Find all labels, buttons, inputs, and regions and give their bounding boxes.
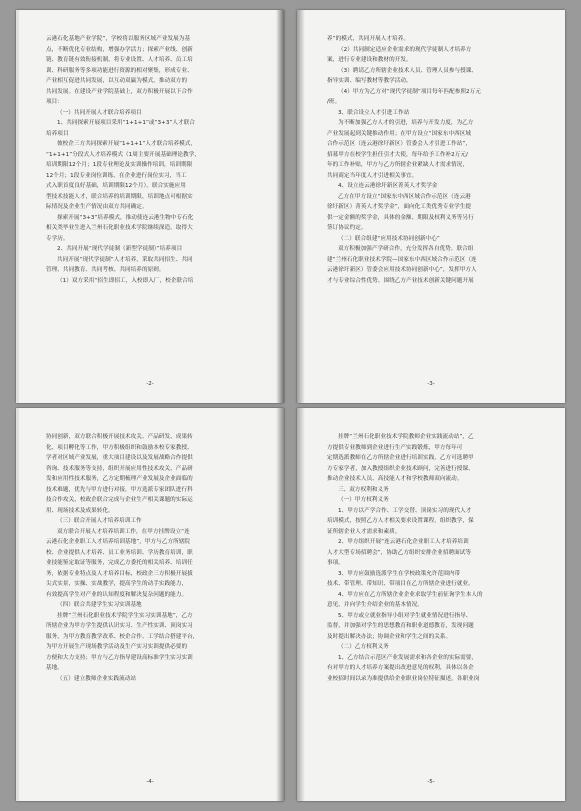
text-line: 为甲方开展生产现场教学活动及生产实习实训提供必要的 (46, 644, 188, 650)
document-page-4 (16, 408, 284, 801)
text-line: 共同开展“现代学徒制”人才培养，采取共同招生、共同 (57, 256, 193, 263)
binding-shadow (297, 10, 305, 403)
text-line: 培训期限12个月；1段专业理论及实训操作培训，培训期限 (46, 162, 193, 168)
text-line: （一）共同开展人才联合培养项目 (57, 109, 142, 116)
text-line: 云港徐圩新区）管委会应用技术协同创新中心”，发挥甲方人 (327, 267, 477, 273)
text-line: 才与专业综合性优势、围绕乙方产业技术创新关键问题开展 (327, 277, 474, 284)
text-line: （三）联合开展人才培养培训工作 (57, 518, 142, 524)
text-line: （二）乙方权利义务 (338, 644, 389, 650)
text-line: 技术难题，优先与甲方进行对接，甲方选派专家团队进行科 (46, 486, 193, 493)
text-line: 有对甲方的人才培养方案提出改进意见的权利，具体以各企 (327, 665, 474, 671)
page-number: -3- (427, 381, 435, 387)
text-line: 意见，并向学生介绍企业的基本情况。 (327, 602, 423, 608)
text-line: 基地。 (46, 665, 63, 671)
document-page-2 (16, 10, 284, 403)
text-line: 化、项目孵化等工作，甲方积极组织和鼓励本校专家教授、 (46, 444, 193, 451)
page-body (46, 34, 256, 286)
text-line: 事项。 (327, 560, 344, 566)
text-line: /班。 (327, 99, 341, 105)
text-line: 人才大型专场招聘会”，协助乙方组织安排企业招聘面试等 (327, 549, 472, 556)
text-line: 招募甲方在校学生担任引才大使，每年给予工作补2万元/ (327, 151, 468, 158)
binding-shadow (276, 10, 284, 403)
text-line: （1）双方采用“招生即招工，入校即入厂，校企联合培 (57, 277, 194, 284)
page-body (327, 34, 537, 286)
text-line: 及时提出解决办法；协调企业和学生之间的关系。 (327, 633, 452, 640)
text-line: 协同创新，双方联合积极开展技术攻关、产品研发、成果转 (46, 434, 193, 440)
text-line: （五）建立教师企业实践流动站 (57, 675, 137, 682)
text-line: （4）甲方为乙方对“现代学徒制”项目每年匹配参照2万元 (338, 88, 481, 95)
text-line: 尖式实景，实操、实战教学，提高学生的动手实践能力， (46, 581, 188, 587)
text-line: 咨询、技术服务等支持，组织开展应用性技术攻关、产品研 (46, 465, 193, 472)
text-line: 双方积极加强产学研合作，充分发挥各自优势。联合组 (338, 246, 474, 252)
text-line: （3）聘请乙方所辖企业技术人员、管理人员参与授课、 (338, 67, 478, 74)
text-line: “1+1+1”分段式人才培养模式（1周主要开展基础理论教学， (46, 151, 200, 158)
text-line: 签订协议约定。 (327, 225, 367, 231)
text-line: 服务，为甲方教育教学改革、校企合作、工学结合搭建平台， (46, 633, 199, 640)
page-body (327, 432, 537, 684)
text-line: 有效提高学生对产业的认知程度和解决复杂问题的能力。 (46, 591, 188, 598)
text-line: 指导实训、编写教材等教学活动。 (327, 78, 412, 84)
text-line: 徐圩新区）菁英人才奖学金”，面向化工类优秀专业学生提 (327, 204, 472, 210)
text-line: 云港石化基地产业学院”，学校将以服务区域产业发展为基 (46, 36, 191, 42)
text-line: 养”的模式，共同开展人才培养。 (327, 36, 409, 42)
text-line: （四）联合共建学生实习实训基地 (57, 602, 142, 608)
text-line: 4、甲方应在乙方所辖企业企业求取学生前征询学生本人的 (338, 591, 483, 598)
text-line: 所辖企业为甲方学生提供认识实习、生产性实训、顶岗实习 (46, 623, 193, 629)
page-number: -5- (427, 779, 435, 785)
text-line: 供一定金额的奖学金，具体的金额、期限及权利义务等另行 (327, 214, 474, 221)
text-line: 证所辖企业人才需求和素质。 (327, 528, 401, 535)
text-line: 技合作攻关，校政企联合完成与企业生产相关课题的实际运 (46, 497, 193, 503)
binding-shadow (297, 408, 305, 801)
text-line: （二）联合组建“应用技术协同创新中心” (338, 235, 440, 242)
text-line: 4、设立连云港徐圩新区菁英人才奖学金 (338, 183, 438, 189)
text-line: 合作示范区（连云港徐圩新区）管委会人才引进工作站”， (327, 141, 472, 147)
document-page-5 (297, 408, 565, 801)
text-line: 双方联合开展人才培养培训工作，在甲方挂牌设立“连 (57, 528, 190, 535)
page-body (46, 432, 256, 684)
text-line: 探索开展“3+3”培养模式，推动使连云港生物中专石化 (57, 214, 194, 221)
document-page-3 (297, 10, 565, 403)
text-line: 链、教育链有效衔接机制，将专业设置、人才培养、员工培 (46, 57, 193, 63)
text-line: 发和应用性技术服务，乙方定期梳理产业发展及企业面临的 (46, 476, 193, 482)
text-line: （2）共同制定适应企业需求的现代学徒制人才培养方 (338, 46, 472, 53)
text-line: 乙方在甲方设立“国家东中西区域合作示范区（连云港 (338, 193, 471, 200)
text-line: 5、甲方或立就业指导小组对学生就业情况进行指导、 (338, 612, 472, 619)
text-line: 培训模式，按照乙方人才相关要求设置课程，组织教学，保 (327, 518, 474, 524)
text-line: 相关类毕业生进入兰州石化职业技术学院继续深造，取得大 (46, 225, 193, 231)
text-line: 定期选派教师在乙方所辖企业进行培训实践，乙方可选聘甲 (327, 455, 474, 461)
text-line: 1、共同探索开展项目采用“1+1+1”或“3+3”人才联合 (57, 120, 195, 126)
text-line: 为不断加强乙方人才的引进，培养与开发力度，为乙方 (338, 120, 474, 126)
text-line: 彼校企三方共同探索开展“1+1+1”人才联合培养模式， (57, 141, 197, 147)
text-line: 专学历。 (46, 235, 69, 242)
text-line: 点，不断优化专业结构，增强办学活力；探索产业线、创新 (46, 46, 193, 53)
binding-shadow (276, 408, 284, 801)
text-line: 际情况及企业生产情况由双方共同确定。 (46, 204, 148, 210)
text-line: 管理、共同教育、共同考核、共同培养的原则。 (46, 267, 165, 273)
page-number: -4- (146, 779, 154, 785)
text-line: 2、共同开展“现代学徒制（新型学徒制）”培养项目 (57, 246, 183, 252)
text-line: 业校招时间以录为准提供给企业职业岗位特征描述，各职业岗 (327, 675, 480, 682)
text-line: 挂牌“兰州石化职业技术学院学生实习实训基地”，乙方 (57, 612, 193, 619)
text-line: 1、乙方结合示范区产业发展需求和各企业的实际需要， (338, 654, 478, 661)
text-line: 共同发展。在建设产业学院基础上，双方积极开展以下合作 (46, 88, 193, 95)
text-line: 三、双方权利和义务 (338, 486, 389, 493)
text-line: 方专家学者，加入教授组织企业技术顾问，完善进行授课、 (327, 465, 474, 472)
text-line: 项目： (46, 99, 63, 105)
page-number: -2- (146, 381, 154, 387)
scan-shadow (16, 408, 19, 801)
text-line: 方提供专业教师到企业进行生产实践锻炼，甲方每年可 (327, 444, 463, 451)
text-line: 式入职首度良好基础，培训期限12个月）。联合实施应用 (46, 183, 186, 189)
text-line: 挂牌“兰州石化职业技术学院教师企业实践流动站”，乙 (338, 434, 474, 440)
text-line: 业技能鉴定取证等服务，完成乙方委托的相关培养、培训任 (46, 560, 193, 566)
text-line: 3、甲方应鼓励选派学生在学校政策允许范围内带 (338, 570, 461, 577)
text-line: 训、科研服务等多项功能进行资源的相对聚集，形成专业、 (46, 67, 193, 74)
scan-shadow (16, 10, 19, 403)
text-line: 方便和大力支持；甲方与乙方指导建设高标准学生实习实训 (46, 654, 193, 661)
text-line: 建“兰州石化职业技术学院—国家东中西区域合作示范区（连 (327, 256, 477, 263)
text-line: 云港石化企业职工人才培养培训基地”，甲方与乙方所辖院 (46, 539, 191, 545)
text-line: 产业相互促进共同发展，以互动双赢为模式，推动双方的 (46, 78, 188, 84)
text-line: 2、甲方组织开展“连云港石化企业职工人才培养培训 (338, 539, 469, 545)
text-line: 型技术技能人才，联合培养的培训期限，培训地点可根据实 (46, 193, 193, 200)
text-line: 共同商定当年度人才引进相关事宜。 (327, 172, 418, 179)
text-line: 校、企业提供人才培养、员工业务培训、学历教育培训，职 (46, 549, 193, 556)
text-line: （一）甲方权利义务 (338, 497, 389, 503)
text-line: 案，进行专业建设和教材的开发。 (327, 57, 412, 63)
text-line: 培养项目 (46, 130, 69, 137)
text-line: 3、联合设立人才引进工作站 (338, 109, 410, 116)
text-line: 监督，并加强对学生的思想教育和职业道德教育，发现问题 (327, 623, 474, 629)
text-line: 1、甲方以产学合作、工学交替、顶岗实习的现代人才 (338, 507, 472, 514)
text-line: 用、现场技术及成果转化。 (46, 507, 114, 514)
text-line: 12个月；1段专业岗位训练，在企业进行岗位实习，当工 (46, 172, 187, 179)
text-line: 推动企业技术人员、高技能人才和学校教师双向流动。 (327, 476, 463, 482)
text-line: 技术、带管理、带知识、带项目在乙方所辖企业进行就业。 (327, 581, 474, 587)
text-line: 学者对区域产业发展，重大项目建设以及发展战略合作提供 (46, 455, 193, 461)
text-line: 务，依据专业特点及人才培养目标，校政企三方积极开展拔 (46, 570, 193, 577)
text-line: 年的工作补贴，甲方与乙方所辖企业紧缺人才需求情况， (327, 162, 469, 168)
text-line: 产业发展起到关键推动作用；在甲方设立“国家东中西区域 (327, 130, 472, 137)
